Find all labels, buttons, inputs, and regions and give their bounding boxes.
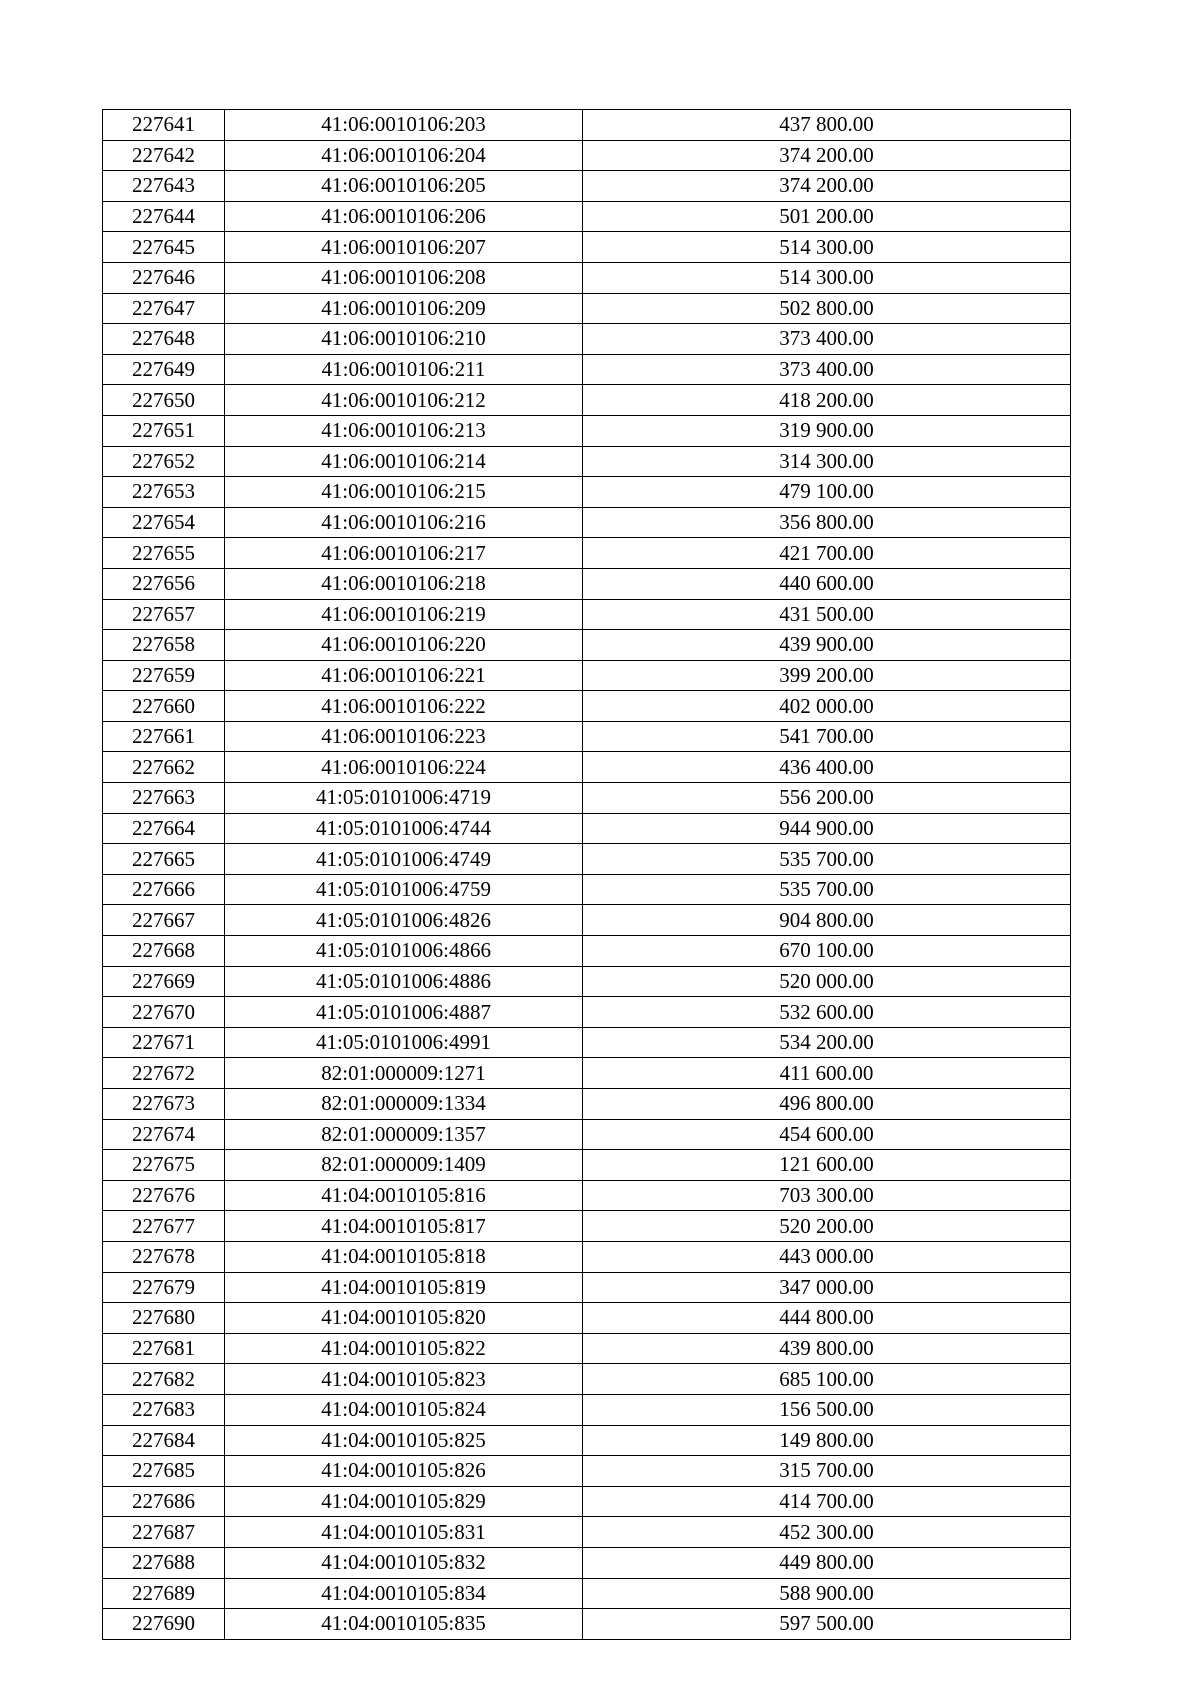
cadastral-value-cell: 421 700.00 xyxy=(583,538,1071,569)
cadastral-value-cell: 411 600.00 xyxy=(583,1058,1071,1089)
cadastral-number-cell: 41:04:0010105:817 xyxy=(225,1211,583,1242)
table-row xyxy=(103,691,1071,722)
cadastral-value-cell: 373 400.00 xyxy=(583,354,1071,385)
cadastral-value-cell: 356 800.00 xyxy=(583,507,1071,538)
row-number-cell: 227666 xyxy=(103,874,225,905)
cadastral-value-cell: 121 600.00 xyxy=(583,1150,1071,1181)
table-row xyxy=(103,630,1071,661)
cadastral-value-cell: 347 000.00 xyxy=(583,1272,1071,1303)
table-row xyxy=(103,1547,1071,1578)
table-row xyxy=(103,1303,1071,1334)
table-row xyxy=(103,1517,1071,1548)
row-number-cell: 227663 xyxy=(103,783,225,814)
cadastral-value-cell: 541 700.00 xyxy=(583,721,1071,752)
table-row xyxy=(103,1425,1071,1456)
row-number-cell: 227665 xyxy=(103,844,225,875)
cadastral-number-cell: 41:04:0010105:834 xyxy=(225,1578,583,1609)
row-number-cell: 227689 xyxy=(103,1578,225,1609)
cadastral-value-cell: 597 500.00 xyxy=(583,1609,1071,1640)
cadastral-number-cell: 41:05:0101006:4887 xyxy=(225,997,583,1028)
cadastral-value-cell: 904 800.00 xyxy=(583,905,1071,936)
row-number-cell: 227643 xyxy=(103,171,225,202)
cadastral-value-cell: 449 800.00 xyxy=(583,1547,1071,1578)
cadastral-value-cell: 156 500.00 xyxy=(583,1394,1071,1425)
row-number-cell: 227683 xyxy=(103,1394,225,1425)
table-row xyxy=(103,966,1071,997)
row-number-cell: 227642 xyxy=(103,140,225,171)
row-number-cell: 227671 xyxy=(103,1027,225,1058)
table-row xyxy=(103,599,1071,630)
cadastral-value-cell: 373 400.00 xyxy=(583,324,1071,355)
row-number-cell: 227674 xyxy=(103,1119,225,1150)
row-number-cell: 227656 xyxy=(103,568,225,599)
cadastral-number-cell: 82:01:000009:1271 xyxy=(225,1058,583,1089)
table-row xyxy=(103,507,1071,538)
cadastral-number-cell: 41:06:0010106:209 xyxy=(225,293,583,324)
cadastral-value-table xyxy=(102,109,1071,1640)
row-number-cell: 227670 xyxy=(103,997,225,1028)
row-number-cell: 227679 xyxy=(103,1272,225,1303)
cadastral-value-cell: 501 200.00 xyxy=(583,201,1071,232)
cadastral-number-cell: 41:05:0101006:4991 xyxy=(225,1027,583,1058)
cadastral-number-cell: 41:04:0010105:835 xyxy=(225,1609,583,1640)
cadastral-number-cell: 41:04:0010105:826 xyxy=(225,1456,583,1487)
row-number-cell: 227678 xyxy=(103,1241,225,1272)
row-number-cell: 227662 xyxy=(103,752,225,783)
cadastral-number-cell: 41:04:0010105:829 xyxy=(225,1486,583,1517)
cadastral-number-cell: 82:01:000009:1409 xyxy=(225,1150,583,1181)
table-row xyxy=(103,1456,1071,1487)
row-number-cell: 227657 xyxy=(103,599,225,630)
cadastral-number-cell: 41:06:0010106:218 xyxy=(225,568,583,599)
cadastral-number-cell: 41:06:0010106:220 xyxy=(225,630,583,661)
row-number-cell: 227685 xyxy=(103,1456,225,1487)
cadastral-number-cell: 41:04:0010105:819 xyxy=(225,1272,583,1303)
cadastral-value-cell: 535 700.00 xyxy=(583,874,1071,905)
cadastral-value-cell: 314 300.00 xyxy=(583,446,1071,477)
cadastral-value-cell: 440 600.00 xyxy=(583,568,1071,599)
row-number-cell: 227677 xyxy=(103,1211,225,1242)
row-number-cell: 227650 xyxy=(103,385,225,416)
row-number-cell: 227673 xyxy=(103,1089,225,1120)
row-number-cell: 227660 xyxy=(103,691,225,722)
cadastral-number-cell: 41:04:0010105:823 xyxy=(225,1364,583,1395)
row-number-cell: 227668 xyxy=(103,936,225,967)
table-row xyxy=(103,110,1071,141)
cadastral-value-cell: 439 800.00 xyxy=(583,1333,1071,1364)
row-number-cell: 227654 xyxy=(103,507,225,538)
cadastral-value-cell: 149 800.00 xyxy=(583,1425,1071,1456)
table-row xyxy=(103,1211,1071,1242)
cadastral-value-cell: 444 800.00 xyxy=(583,1303,1071,1334)
table-row xyxy=(103,874,1071,905)
cadastral-value-cell: 452 300.00 xyxy=(583,1517,1071,1548)
cadastral-number-cell: 82:01:000009:1334 xyxy=(225,1089,583,1120)
row-number-cell: 227664 xyxy=(103,813,225,844)
cadastral-value-cell: 399 200.00 xyxy=(583,660,1071,691)
cadastral-number-cell: 41:06:0010106:204 xyxy=(225,140,583,171)
row-number-cell: 227675 xyxy=(103,1150,225,1181)
cadastral-value-cell: 670 100.00 xyxy=(583,936,1071,967)
table-row xyxy=(103,813,1071,844)
cadastral-value-cell: 479 100.00 xyxy=(583,477,1071,508)
row-number-cell: 227680 xyxy=(103,1303,225,1334)
row-number-cell: 227647 xyxy=(103,293,225,324)
row-number-cell: 227667 xyxy=(103,905,225,936)
cadastral-number-cell: 41:06:0010106:222 xyxy=(225,691,583,722)
cadastral-value-cell: 588 900.00 xyxy=(583,1578,1071,1609)
table-row xyxy=(103,1058,1071,1089)
table-row xyxy=(103,783,1071,814)
cadastral-number-cell: 41:06:0010106:213 xyxy=(225,415,583,446)
cadastral-value-cell: 556 200.00 xyxy=(583,783,1071,814)
cadastral-number-cell: 41:05:0101006:4759 xyxy=(225,874,583,905)
table-body xyxy=(103,110,1071,1640)
cadastral-value-cell: 534 200.00 xyxy=(583,1027,1071,1058)
table-row xyxy=(103,721,1071,752)
table-row xyxy=(103,997,1071,1028)
cadastral-value-cell: 502 800.00 xyxy=(583,293,1071,324)
cadastral-number-cell: 41:06:0010106:216 xyxy=(225,507,583,538)
cadastral-value-cell: 439 900.00 xyxy=(583,630,1071,661)
cadastral-number-cell: 41:06:0010106:207 xyxy=(225,232,583,263)
table-row xyxy=(103,1089,1071,1120)
cadastral-number-cell: 41:04:0010105:816 xyxy=(225,1180,583,1211)
cadastral-value-cell: 514 300.00 xyxy=(583,232,1071,263)
cadastral-number-cell: 41:04:0010105:822 xyxy=(225,1333,583,1364)
cadastral-number-cell: 41:06:0010106:221 xyxy=(225,660,583,691)
table-row xyxy=(103,1364,1071,1395)
cadastral-number-cell: 41:06:0010106:206 xyxy=(225,201,583,232)
row-number-cell: 227690 xyxy=(103,1609,225,1640)
cadastral-value-cell: 319 900.00 xyxy=(583,415,1071,446)
table-row xyxy=(103,1486,1071,1517)
cadastral-value-cell: 437 800.00 xyxy=(583,110,1071,141)
table-row xyxy=(103,385,1071,416)
cadastral-value-cell: 374 200.00 xyxy=(583,140,1071,171)
cadastral-number-cell: 41:06:0010106:219 xyxy=(225,599,583,630)
table-row xyxy=(103,1394,1071,1425)
cadastral-number-cell: 41:05:0101006:4886 xyxy=(225,966,583,997)
row-number-cell: 227658 xyxy=(103,630,225,661)
cadastral-number-cell: 41:06:0010106:203 xyxy=(225,110,583,141)
table-row xyxy=(103,905,1071,936)
cadastral-value-cell: 436 400.00 xyxy=(583,752,1071,783)
cadastral-number-cell: 41:06:0010106:224 xyxy=(225,752,583,783)
row-number-cell: 227686 xyxy=(103,1486,225,1517)
row-number-cell: 227669 xyxy=(103,966,225,997)
cadastral-value-cell: 944 900.00 xyxy=(583,813,1071,844)
table-row xyxy=(103,660,1071,691)
table-row xyxy=(103,324,1071,355)
table-row xyxy=(103,446,1071,477)
cadastral-number-cell: 41:04:0010105:820 xyxy=(225,1303,583,1334)
table-row xyxy=(103,538,1071,569)
cadastral-number-cell: 41:06:0010106:217 xyxy=(225,538,583,569)
row-number-cell: 227676 xyxy=(103,1180,225,1211)
cadastral-number-cell: 41:06:0010106:211 xyxy=(225,354,583,385)
cadastral-number-cell: 41:06:0010106:210 xyxy=(225,324,583,355)
table-row xyxy=(103,415,1071,446)
row-number-cell: 227661 xyxy=(103,721,225,752)
cadastral-value-cell: 535 700.00 xyxy=(583,844,1071,875)
row-number-cell: 227687 xyxy=(103,1517,225,1548)
cadastral-value-cell: 532 600.00 xyxy=(583,997,1071,1028)
cadastral-value-cell: 454 600.00 xyxy=(583,1119,1071,1150)
cadastral-number-cell: 41:04:0010105:831 xyxy=(225,1517,583,1548)
row-number-cell: 227649 xyxy=(103,354,225,385)
cadastral-value-cell: 520 200.00 xyxy=(583,1211,1071,1242)
row-number-cell: 227672 xyxy=(103,1058,225,1089)
table-row xyxy=(103,1272,1071,1303)
cadastral-number-cell: 41:06:0010106:223 xyxy=(225,721,583,752)
cadastral-value-cell: 374 200.00 xyxy=(583,171,1071,202)
table-row xyxy=(103,477,1071,508)
table-row xyxy=(103,1119,1071,1150)
cadastral-value-cell: 685 100.00 xyxy=(583,1364,1071,1395)
table-row xyxy=(103,752,1071,783)
cadastral-number-cell: 41:06:0010106:208 xyxy=(225,262,583,293)
table-row xyxy=(103,1609,1071,1640)
table-row xyxy=(103,140,1071,171)
cadastral-value-cell: 496 800.00 xyxy=(583,1089,1071,1120)
cadastral-value-cell: 520 000.00 xyxy=(583,966,1071,997)
table-row xyxy=(103,1333,1071,1364)
row-number-cell: 227652 xyxy=(103,446,225,477)
cadastral-number-cell: 41:04:0010105:832 xyxy=(225,1547,583,1578)
cadastral-number-cell: 41:04:0010105:825 xyxy=(225,1425,583,1456)
table-row xyxy=(103,568,1071,599)
cadastral-value-cell: 418 200.00 xyxy=(583,385,1071,416)
row-number-cell: 227646 xyxy=(103,262,225,293)
row-number-cell: 227684 xyxy=(103,1425,225,1456)
cadastral-value-cell: 431 500.00 xyxy=(583,599,1071,630)
table-row xyxy=(103,1578,1071,1609)
cadastral-number-cell: 41:04:0010105:824 xyxy=(225,1394,583,1425)
cadastral-value-cell: 402 000.00 xyxy=(583,691,1071,722)
row-number-cell: 227682 xyxy=(103,1364,225,1395)
cadastral-number-cell: 41:05:0101006:4719 xyxy=(225,783,583,814)
cadastral-number-cell: 41:05:0101006:4749 xyxy=(225,844,583,875)
cadastral-number-cell: 41:05:0101006:4826 xyxy=(225,905,583,936)
cadastral-number-cell: 82:01:000009:1357 xyxy=(225,1119,583,1150)
cadastral-value-cell: 443 000.00 xyxy=(583,1241,1071,1272)
row-number-cell: 227659 xyxy=(103,660,225,691)
cadastral-value-cell: 414 700.00 xyxy=(583,1486,1071,1517)
table-row xyxy=(103,1027,1071,1058)
row-number-cell: 227648 xyxy=(103,324,225,355)
row-number-cell: 227653 xyxy=(103,477,225,508)
cadastral-number-cell: 41:06:0010106:212 xyxy=(225,385,583,416)
cadastral-number-cell: 41:06:0010106:205 xyxy=(225,171,583,202)
table-row xyxy=(103,293,1071,324)
cadastral-number-cell: 41:06:0010106:215 xyxy=(225,477,583,508)
cadastral-number-cell: 41:06:0010106:214 xyxy=(225,446,583,477)
cadastral-number-cell: 41:04:0010105:818 xyxy=(225,1241,583,1272)
row-number-cell: 227644 xyxy=(103,201,225,232)
table-row xyxy=(103,354,1071,385)
table-row xyxy=(103,201,1071,232)
table-row xyxy=(103,936,1071,967)
table-row xyxy=(103,1180,1071,1211)
table-row xyxy=(103,1150,1071,1181)
table-row xyxy=(103,171,1071,202)
row-number-cell: 227645 xyxy=(103,232,225,263)
cadastral-number-cell: 41:05:0101006:4744 xyxy=(225,813,583,844)
table-row xyxy=(103,1241,1071,1272)
row-number-cell: 227655 xyxy=(103,538,225,569)
cadastral-number-cell: 41:05:0101006:4866 xyxy=(225,936,583,967)
table-row xyxy=(103,262,1071,293)
row-number-cell: 227651 xyxy=(103,415,225,446)
cadastral-value-cell: 514 300.00 xyxy=(583,262,1071,293)
cadastral-value-cell: 703 300.00 xyxy=(583,1180,1071,1211)
row-number-cell: 227681 xyxy=(103,1333,225,1364)
cadastral-value-cell: 315 700.00 xyxy=(583,1456,1071,1487)
row-number-cell: 227688 xyxy=(103,1547,225,1578)
row-number-cell: 227641 xyxy=(103,110,225,141)
table-row xyxy=(103,232,1071,263)
table-row xyxy=(103,844,1071,875)
